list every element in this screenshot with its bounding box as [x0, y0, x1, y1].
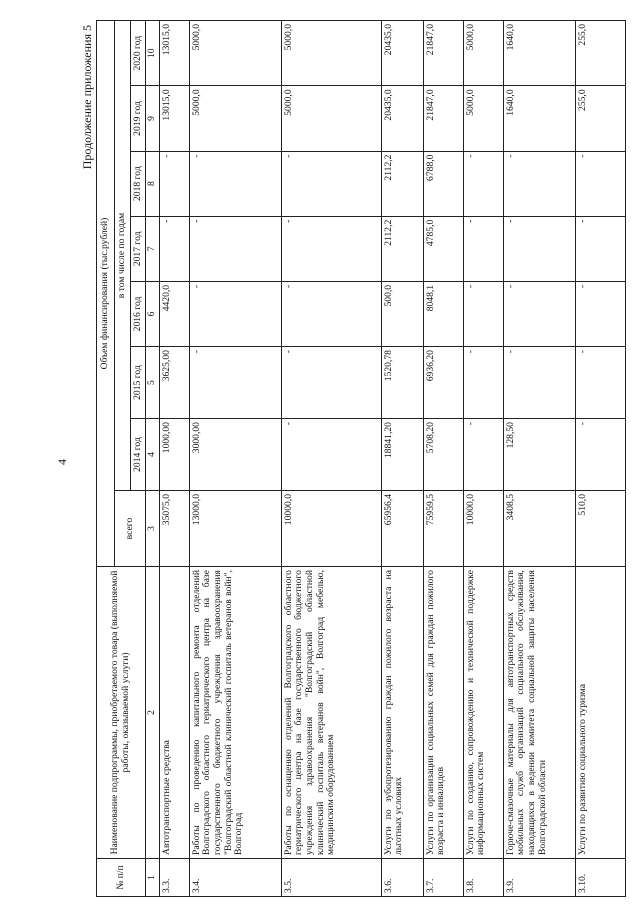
row-value-2017: -: [575, 216, 625, 281]
row-number: 3.7.: [423, 858, 463, 896]
row-value-2014: -: [575, 419, 625, 491]
row-number: 3.10.: [575, 858, 625, 896]
row-number: 3.6.: [381, 858, 423, 896]
row-value-2017: -: [463, 216, 503, 281]
column-number: 2: [145, 567, 159, 859]
row-number: 3.3.: [159, 858, 189, 896]
row-value-2020: 5000,0: [281, 21, 381, 86]
row-total: 35075,0: [159, 491, 189, 567]
row-number: 3.9.: [503, 858, 575, 896]
row-value-2016: -: [503, 281, 575, 346]
row-value-2018: -: [463, 151, 503, 216]
row-total: 10000,0: [281, 491, 381, 567]
row-total: 13000,0: [189, 491, 281, 567]
row-value-2018: -: [159, 151, 189, 216]
row-value-2020: 5000,0: [189, 21, 281, 86]
row-total: 10000,0: [463, 491, 503, 567]
row-value-2020: 20435,0: [381, 21, 423, 86]
row-value-2018: 2112,2: [381, 151, 423, 216]
row-value-2019: 5000,0: [189, 86, 281, 151]
table-row: [281, 21, 381, 897]
row-value-2020: 13015,0: [159, 21, 189, 86]
table-row: [463, 21, 503, 897]
row-value-2015: -: [503, 347, 575, 419]
row-name: Работы по оснащению отделений Волгоградского областного гериатрического центра на базе государственного бюджетного учреждения здравоохранения "Волгоградский областной клинический госпиталь ветеранов войн", Волгоград мебелью, медицинским оборудованием: [281, 567, 381, 859]
row-number: 3.4.: [189, 858, 281, 896]
row-value-2018: -: [575, 151, 625, 216]
row-value-2017: -: [159, 216, 189, 281]
row-value-2016: -: [189, 281, 281, 346]
table-row: [189, 21, 281, 897]
column-number: 7: [145, 216, 159, 281]
row-value-2014: 5708,20: [423, 419, 463, 491]
header-by-years: в том числе по годам: [115, 21, 131, 491]
row-value-2020: 255,0: [575, 21, 625, 86]
row-number: 3.8.: [463, 858, 503, 896]
column-number: 10: [145, 21, 159, 86]
row-value-2017: 2112,2: [381, 216, 423, 281]
row-value-2019: 13015,0: [159, 86, 189, 151]
table-row: [503, 21, 575, 897]
row-value-2020: 1640,0: [503, 21, 575, 86]
row-value-2015: 1520,78: [381, 347, 423, 419]
row-value-2017: -: [503, 216, 575, 281]
row-value-2016: 8048,1: [423, 281, 463, 346]
row-value-2016: 4420,0: [159, 281, 189, 346]
row-value-2015: -: [189, 347, 281, 419]
row-name: Услуги по развитию социального туризма: [575, 567, 625, 859]
column-number: 5: [145, 347, 159, 419]
row-value-2020: 5000,0: [463, 21, 503, 86]
column-number-row: [145, 21, 159, 897]
header-year-2015: 2015 год: [130, 347, 145, 419]
row-value-2018: -: [503, 151, 575, 216]
row-value-2015: -: [281, 347, 381, 419]
header-year-2020: 2020 год: [130, 21, 145, 86]
header-year-2019: 2019 год: [130, 86, 145, 151]
continuation-label: Продолжение приложения 5: [80, 25, 94, 170]
header-total: всего: [115, 491, 146, 567]
row-value-2019: 5000,0: [281, 86, 381, 151]
row-name: Услуги по организации социальных семей для граждан пожилого возраста и инвалидов: [423, 567, 463, 859]
row-value-2018: -: [281, 151, 381, 216]
row-total: 510,0: [575, 491, 625, 567]
row-value-2016: -: [281, 281, 381, 346]
row-value-2015: 3625,00: [159, 347, 189, 419]
column-number: 9: [145, 86, 159, 151]
column-number: 3: [145, 491, 159, 567]
row-value-2020: 21847,0: [423, 21, 463, 86]
header-year-2014: 2014 год: [130, 419, 145, 491]
row-value-2017: -: [281, 216, 381, 281]
row-value-2016: -: [575, 281, 625, 346]
page-number: 4: [55, 459, 69, 465]
header-name: Наименование подпрограммы, приобретаемого товара (выполняемой работы, оказываемой услуги): [97, 567, 146, 859]
row-name: Работы по проведению капитального ремонта отделений Волгоградского областного гериатрического центра на базе государственного бюджетного учреждения здравоохранения "Волгоградский областной клинический госпиталь ветеранов войн", Волгоград: [189, 567, 281, 859]
row-value-2017: 4785,0: [423, 216, 463, 281]
row-value-2018: 6788,0: [423, 151, 463, 216]
row-value-2014: -: [463, 419, 503, 491]
row-value-2019: 1640,0: [503, 86, 575, 151]
row-value-2015: 6936,20: [423, 347, 463, 419]
row-name: Услуги по зубопротезированию граждан пожилого возраста на льготных условиях: [381, 567, 423, 859]
row-value-2019: 5000,0: [463, 86, 503, 151]
row-value-2016: -: [463, 281, 503, 346]
row-total: 75959,5: [423, 491, 463, 567]
row-value-2014: 1000,00: [159, 419, 189, 491]
table-row: [423, 21, 463, 897]
row-value-2017: -: [189, 216, 281, 281]
row-value-2015: -: [463, 347, 503, 419]
row-value-2019: 20435,0: [381, 86, 423, 151]
table-row: [159, 21, 189, 897]
row-value-2016: 500,0: [381, 281, 423, 346]
row-name: Услуги по созданию, сопровождению и технической поддержке информационных систем: [463, 567, 503, 859]
table-row: [575, 21, 625, 897]
funding-table: [96, 20, 626, 897]
row-value-2014: 3000,00: [189, 419, 281, 491]
row-value-2014: -: [281, 419, 381, 491]
row-number: 3.5.: [281, 858, 381, 896]
header-no: № п/п: [97, 858, 146, 896]
column-number: 6: [145, 281, 159, 346]
header-year-2017: 2017 год: [130, 216, 145, 281]
row-value-2018: -: [189, 151, 281, 216]
table-row: [381, 21, 423, 897]
column-number: 8: [145, 151, 159, 216]
header-funding: Объем финансирования (тыс.рублей): [97, 21, 115, 567]
column-number: 1: [145, 858, 159, 896]
row-value-2014: 18841,20: [381, 419, 423, 491]
row-name: Автотранспортные средства: [159, 567, 189, 859]
header-year-2018: 2018 год: [130, 151, 145, 216]
row-name: Горюче-смазочные материалы для автотранспортных средств мобильных служб организаций социального обслуживания, находящихся в ведении комитета социальной защиты населения Волгоградской области: [503, 567, 575, 859]
header-row-1: [97, 21, 115, 897]
row-total: 3408,5: [503, 491, 575, 567]
row-value-2015: -: [575, 347, 625, 419]
row-value-2014: 128,50: [503, 419, 575, 491]
row-value-2019: 21847,0: [423, 86, 463, 151]
row-total: 65956,4: [381, 491, 423, 567]
row-value-2019: 255,0: [575, 86, 625, 151]
column-number: 4: [145, 419, 159, 491]
header-year-2016: 2016 год: [130, 281, 145, 346]
